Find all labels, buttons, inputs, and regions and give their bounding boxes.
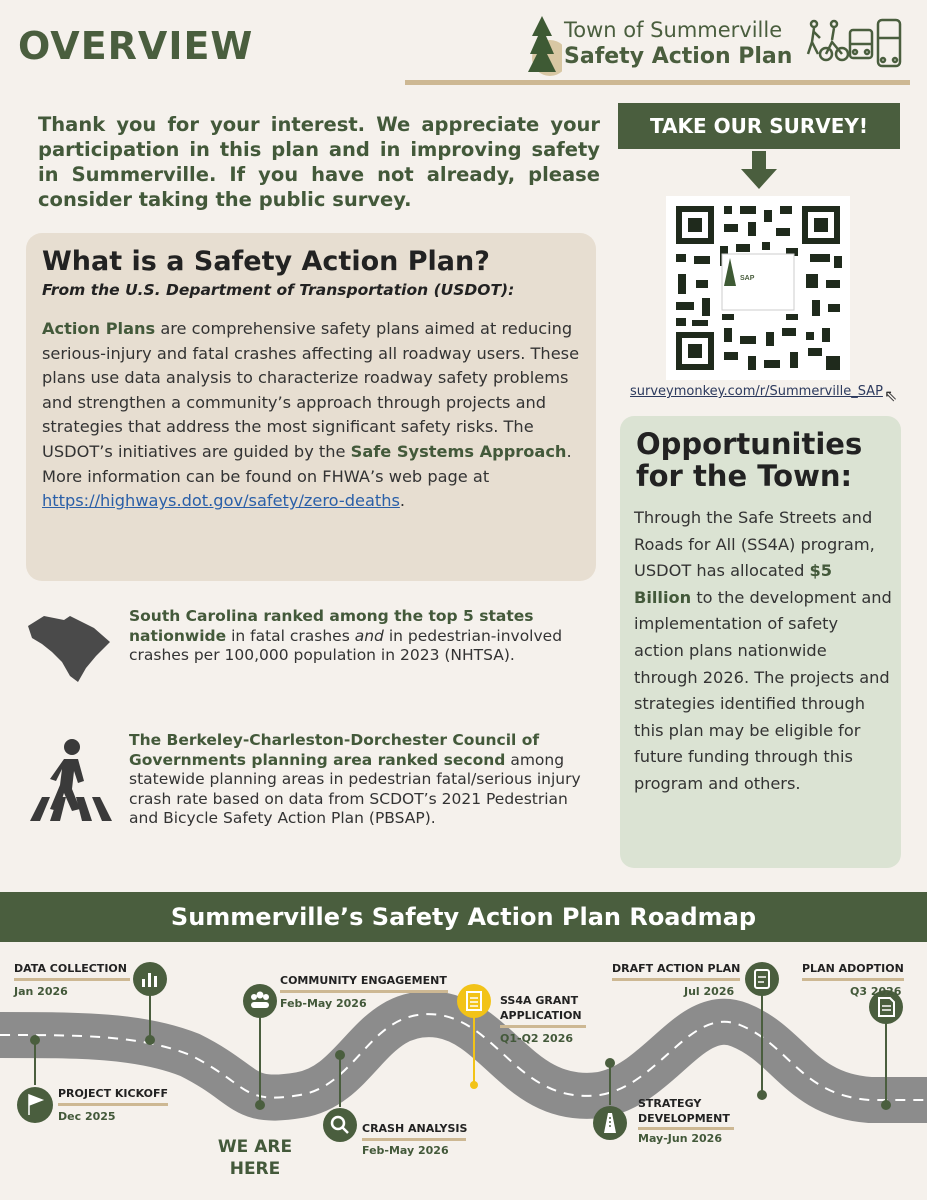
bcd-council-stat: The Berkeley-Charleston-Dorchester Council of Governments planning area ranked second among statewide planning areas in pedestrian fatal/serious injury crash rate based on data from SCDOT’s 2021 Pedestrian and Bicycle Safety Action Plan (PBSAP).: [129, 731, 581, 827]
we-are-here-marker: WE ARE HERE: [217, 1137, 293, 1179]
intro-text: Thank you for your interest. We appreciate your participation in this plan and in improving safety in Summerville. If you have not already, please consider taking the public survey.: [38, 113, 600, 211]
survey-button[interactable]: TAKE OUR SURVEY!: [618, 103, 900, 149]
magnifier-icon: [323, 1108, 357, 1142]
opportunities-body: Through the Safe Streets and Roads for All (SS4A) program, USDOT has allocated $5 Billion to the development and implementation of safety action plans nationwide through 2026. The projects and strategies identified through this plan may be eligible for future funding through this program and others.: [634, 508, 892, 793]
funding-amount: $5 Billion: [634, 561, 833, 607]
cursor-icon: ⇖: [884, 386, 898, 405]
milestone-label: STRATEGY DEVELOPMENT: [638, 1097, 730, 1125]
milestone-date: Feb-May 2026: [362, 1144, 449, 1157]
milestone-label: PROJECT KICKOFF: [58, 1087, 168, 1100]
roadmap-road: [0, 945, 927, 1200]
what-is-sap-body: Action Plans are comprehensive safety plans aimed at reducing serious-injury and fatal crashes affecting all roadway users. These plans use data analysis to characterize roadway safety problems and strengthen a community’s approach through projects and strategies that address the most significant safety risks. The USDOT’s initiatives are guided by the Safe Systems Approach. More information can be found on FHWA’s web page at https://highways.dot.gov/safety/zero-deaths.: [42, 319, 580, 511]
tree-icon: [528, 14, 562, 78]
fhwa-link[interactable]: https://highways.dot.gov/safety/zero-deaths: [42, 491, 400, 511]
opportunities-heading: Opportunities for the Town:: [636, 427, 863, 493]
bar-chart-icon: [133, 962, 167, 996]
milestone-date: Jul 2026: [684, 985, 735, 998]
safe-systems-term: Safe Systems Approach: [350, 441, 567, 461]
qr-code-icon[interactable]: [666, 196, 850, 380]
flag-icon: [17, 1087, 53, 1123]
svg-text:SAP: SAP: [740, 275, 755, 282]
header-divider: [405, 80, 910, 85]
milestone-date: Feb-May 2026: [280, 997, 367, 1010]
milestone-date: Q3 2026: [850, 985, 902, 998]
milestone-date: Dec 2025: [58, 1110, 116, 1123]
south-carolina-stat: South Carolina ranked among the top 5 states nationwide in fatal crashes and in pedestrian-involved crashes per 100,000 population in 2023 (NHTSA).: [129, 607, 563, 664]
milestone-label: PLAN ADOPTION: [802, 962, 904, 975]
milestone-date: Q1-Q2 2026: [500, 1032, 574, 1045]
document-icon: [457, 984, 491, 1018]
logo: [528, 14, 908, 78]
logo-town-name: Town of Summerville: [564, 18, 783, 42]
milestone-date: May-Jun 2026: [638, 1132, 722, 1145]
south-carolina-map-icon: [24, 612, 114, 684]
milestone-label: DATA COLLECTION: [14, 962, 127, 975]
roadmap-title: Summerville’s Safety Action Plan Roadmap: [0, 892, 927, 942]
pedestrian-crosswalk-icon: [28, 737, 114, 823]
action-plans-term: Action Plans: [42, 319, 156, 338]
what-is-sap-heading: What is a Safety Action Plan?: [42, 246, 490, 277]
milestone-label: CRASH ANALYSIS: [362, 1122, 468, 1135]
milestone-label: SS4A GRANT APPLICATION: [500, 994, 582, 1022]
survey-link[interactable]: surveymonkey.com/r/Summerville_SAP: [630, 384, 883, 399]
logo-plan-name: Safety Action Plan: [564, 44, 793, 69]
milestone-date: Jan 2026: [14, 985, 68, 998]
milestone-label: COMMUNITY ENGAGEMENT: [280, 974, 447, 987]
people-icon: [243, 984, 277, 1018]
road-icon: [593, 1106, 627, 1140]
multimodal-icon: [804, 18, 904, 74]
what-is-sap-source: From the U.S. Department of Transportation (USDOT):: [42, 281, 515, 299]
milestone-label: DRAFT ACTION PLAN: [612, 962, 741, 975]
arrow-down-icon: [739, 151, 779, 191]
page-title: OVERVIEW: [18, 24, 254, 68]
clipboard-icon: [745, 962, 779, 996]
